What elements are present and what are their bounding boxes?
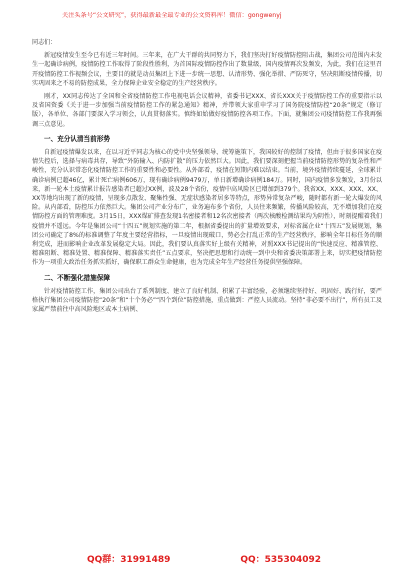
document-body xyxy=(32,38,382,318)
qq-contact-text: QQ：535304092 xyxy=(240,555,322,565)
promo-banner: 关注头条号“公文研究”，获得最新最全最专业的公文资料库！微信：gongwenyj xyxy=(62,12,282,19)
qq-group-text: QQ群：31991489 xyxy=(86,555,171,565)
footer-contact xyxy=(0,552,408,565)
intro-paragraph: 新冠疫情发生至今已有近三年时间。三年来，在广大干群的共同努力下，我们坚决打好疫情防控阻击战，集团公司范围内未发生一起确诊病例，疫情防控工作取得了阶段性胜利，为首国际疫情防控作出了数量级，国内疫情再次发频发，为此，我们在这里召开疫情防控工作视频会议，主要目的就是动员集团上下进一步统一思想、认清形势、强化举措、严防死守，坚决阻断疫情传播，切实巩固来之不易的防控成果，全力保障企业安全稳定的生产经营秩序。 xyxy=(32,52,382,87)
section-heading: 二、不断强化措施保障 xyxy=(44,273,110,282)
section-paragraph: 自新冠疫情爆发以来，在以习近平同志为核心的党中央坚强领导、统筹施策下，我国较好的控制了疫情，但由于很多国家在疫情失控后，选择与病毒共存，导致“外防输入、内防扩散”的压力依然巨大。因此，我们要深刻把握当前疫情防控形势的复杂性和严峻性，充分认识常态化疫情防控工作的重要性和必要性。从外部看，疫情在短期内难以结束。当前，境外疫情持续蔓延，全球累计确诊病例已超46亿，累计死亡病例606万，现有确诊病例9479万，单日新增确诊病例184万。同时，国内疫情多发频发，3月份以来，新一轮本土疫情累计报告感染者已超过XX例，波及28个省份，疫情中高风险区已增加到379个。我省XX、XXX、XXX、XX、XX等地均出现了新的疫情，呈现多点散发、聚集性强、无症状感染者居多等特点，形势异常复杂严峻，随时都有新一轮大爆发的风险。从内部看，防控压力依然巨大。集团公司产业分布广，业务遍布多个省份，人员往来频繁，传播风险较高，无不增加我们在疫情防控方面的管理难度。3月15日，XXX煤矿排查发现1名密接者和12名次密接者（两次核酸检测结果均为阴性），时刻提醒着我们疫情并不遥远。今年是集团公司“十四五”规划实施的第二年，根据省委提出的扩量增效要求，对标省属企业“十四五”发展规划，集团公司确定了8%的标准调整了年度主要经营指标，一旦疫情出现破口，势必会打乱正常的生产经营秩序，影响全年目标任务的顺利完成，进而影响企业改革发展稳定大局。因此，我们要认真落实好上级有关精神，对照XXX书记提出的“快速反应、精准管控、精准阻断、精准处置、精准保障、精准落实责任”五点要求，坚决把思想和行动统一到中央和省委决策部署上来，切实把疫情防控作为一项重大政治任务抓实抓好，确保职工群众生命健康，也为完成全年生产经营任务提供坚强保障。 xyxy=(32,149,382,267)
section-heading: 一、充分认清当前形势 xyxy=(44,134,110,143)
intro-paragraph: 刚才，XX同志传达了全国和全省疫情防控工作电视电话会议精神，省委书记XXX、省长XXX关于疫情防控工作的重要指示以及省国资委《关于进一步加强当前疫情防控工作的紧急通知》精神，并带领大家重申学习了国务院疫情防控“20条”规定（修订版），各单位、各部门要深入学习领会，认真贯彻落实。慎终如始做好疫情防控各项工作。下面，就集团公司疫情防控工作我再强调三点意见。 xyxy=(32,93,382,128)
section-paragraph: 针对疫情防控工作，集团公司出台了系列制度、建立了良好机制、积累了丰富经验，必须继续坚持好、巩固好、践行好，要严格执行集团公司疫情防控“20条”和“十个务必”“四个到位”防控措施，重点做到：严控人员流动。坚持“非必要不出行”，所有员工及家属严禁前往中高风险地区或本土病例、 xyxy=(32,287,382,314)
salutation: 同志们： xyxy=(32,39,57,46)
